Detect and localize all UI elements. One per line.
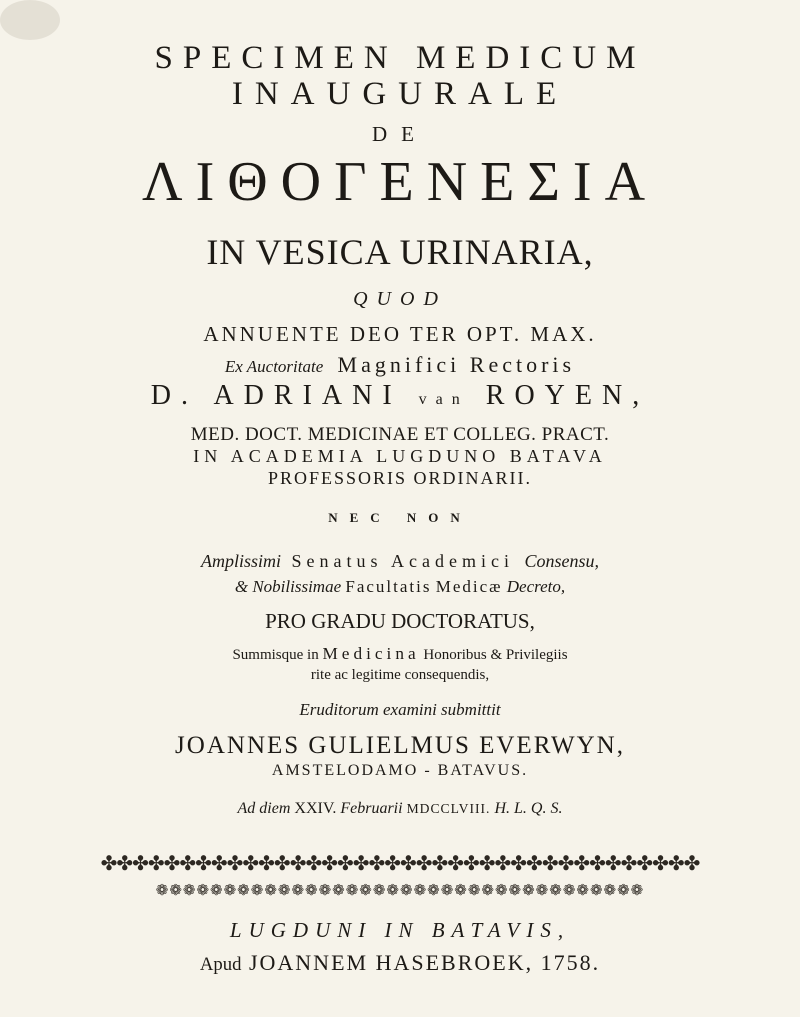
senatus-line <box>0 551 800 572</box>
rector-initial: D. <box>150 380 198 411</box>
imprint-year: 1758. <box>540 950 601 975</box>
nobilissimae-text: Nobilissimae <box>252 577 342 596</box>
consensu-text: Consensu, <box>524 551 599 571</box>
ornament-row-bottom: ❁❁❁❁❁❁❁❁❁❁❁❁❁❁❁❁❁❁❁❁❁❁❁❁❁❁❁❁❁❁❁❁❁❁❁❁ <box>155 883 645 899</box>
apud-text: Apud <box>199 954 242 975</box>
imprint-place: LUGDUNI IN BATAVIS, <box>229 918 571 942</box>
year-text: MDCCLVIII. <box>406 801 491 816</box>
eruditorum-line: Eruditorum examini submittit <box>299 700 501 719</box>
subtitle-vesica: IN VESICA URINARIA, <box>206 232 594 272</box>
pro-gradu-line: PRO GRADU DOCTORATUS, <box>265 609 535 633</box>
imprint-printer-line <box>0 950 800 976</box>
ampersand-text: & <box>234 577 249 596</box>
magnifici-rectoris-text: Magnifici Rectoris <box>337 352 576 377</box>
facultatis-text: Facultatis <box>345 577 432 596</box>
professoris-line: PROFESSORIS ORDINARII. <box>267 468 533 488</box>
title-inaugurale: INAUGURALE <box>231 76 569 112</box>
summisque-line <box>0 644 800 664</box>
author-origin: AMSTELODAMO - BATAVUS. <box>271 762 529 779</box>
senatus-text: Senatus Academici <box>291 551 514 571</box>
auctoritate-line <box>0 352 800 378</box>
summisque-text: Summisque in <box>232 647 319 663</box>
title-specimen-medicum: SPECIMEN MEDICUM <box>154 40 646 76</box>
decreto-text: Decreto, <box>506 577 566 596</box>
month-text: Februarii <box>340 800 403 817</box>
title-de: DE <box>372 122 428 146</box>
title-greek: ΛΙΘΟΓΕΝΕΣΙΑ <box>141 151 659 213</box>
printer-name: JOANNEM HASEBROEK, <box>248 950 534 975</box>
quod-line: QUOD <box>353 288 447 310</box>
author-name: JOANNES GULIELMUS EVERWYN, <box>175 732 625 759</box>
rite-line: rite ac legitime consequendis, <box>310 667 490 683</box>
ad-diem-text: Ad diem <box>237 800 291 817</box>
amplissimi-text: Amplissimi <box>201 551 282 571</box>
facultatis-line <box>0 577 800 597</box>
medicina-text: Medicina <box>322 644 420 663</box>
rector-surname: ROYEN, <box>485 380 650 411</box>
rector-first-name: ADRIANI <box>213 380 402 411</box>
nec-non-line: NEC NON <box>328 510 472 525</box>
rector-name-line <box>0 380 800 412</box>
date-line <box>0 800 800 818</box>
rector-van: van <box>418 391 469 408</box>
hlqs-text: H. L. Q. S. <box>494 800 563 817</box>
page-stain <box>0 0 60 40</box>
medicae-text: Medicæ <box>435 577 503 596</box>
honoribus-text: Honoribus & Privilegiis <box>423 647 568 663</box>
day-text: XXIV. <box>294 800 337 817</box>
med-doct-line: MED. DOCT. MEDICINAE ET COLLEG. PRACT. <box>190 424 610 445</box>
academia-line: IN ACADEMIA LUGDUNO BATAVA <box>193 446 607 466</box>
ornament-row-top: ✤✤✤✤✤✤✤✤✤✤✤✤✤✤✤✤✤✤✤✤✤✤✤✤✤✤✤✤✤✤✤✤✤✤✤✤✤✤ <box>100 853 700 875</box>
auctoritate-text: Ex Auctoritate <box>224 357 324 376</box>
annuente-deo-line: ANNUENTE DEO TER OPT. MAX. <box>203 322 597 346</box>
